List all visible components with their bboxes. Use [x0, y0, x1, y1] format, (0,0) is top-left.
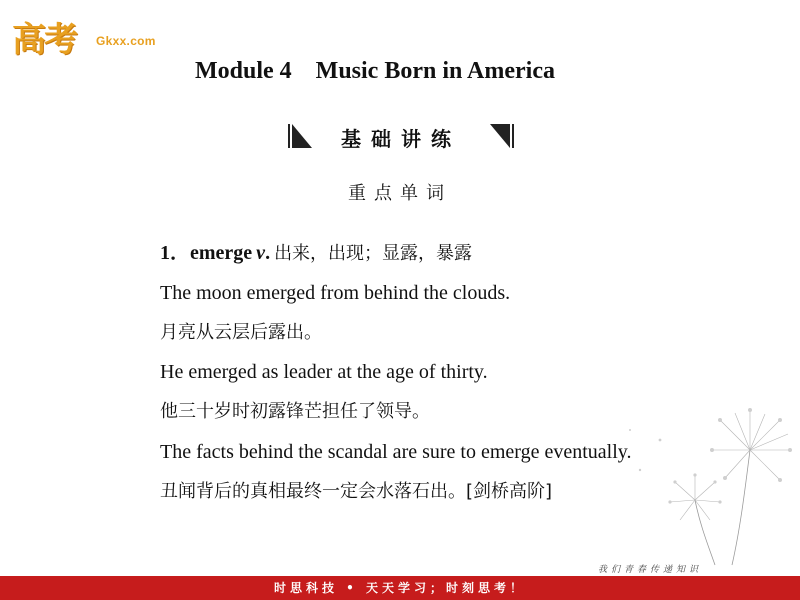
site-logo [12, 12, 182, 60]
section-banner [288, 122, 514, 152]
headword-meaning: 出来，出现；显露，暴露 [274, 243, 473, 264]
banner-title: 基础讲练 [341, 127, 461, 151]
part-of-speech: v [256, 242, 266, 264]
example-cn-3: 丑闻背后的真相最终一定会水落石出。[剑桥高阶] [160, 480, 553, 502]
example-en-2: He emerged as leader at the age of thirty. [160, 361, 488, 384]
example-cn-1: 月亮从云层后露出。 [160, 321, 322, 343]
banner-right-triangle-icon [488, 122, 514, 150]
example-cn-2: 他三十岁时初露锋芒担任了领导。 [160, 401, 430, 423]
example-en-1: The moon emerged from behind the clouds. [160, 281, 511, 304]
headword-line [160, 236, 720, 276]
logo-domain: Gkxx.com [96, 34, 156, 48]
page-title: Module 4 Music Born in America [195, 58, 555, 84]
motto-text: 我们青春传递知识 [598, 565, 703, 575]
logo-chinese: 高考 [12, 20, 76, 60]
headword: 1．emerge [160, 242, 253, 264]
dandelion-decoration-icon [600, 380, 800, 580]
footer-bar: 时思科技 • 天天学习；时刻思考！ [0, 576, 800, 600]
section-subtitle: 重点单词 [348, 183, 452, 204]
pos-period: . [265, 242, 271, 264]
example-en-3: The facts behind the scandal are sure to emerge eventually. [160, 440, 632, 463]
banner-left-triangle-icon [288, 122, 314, 150]
